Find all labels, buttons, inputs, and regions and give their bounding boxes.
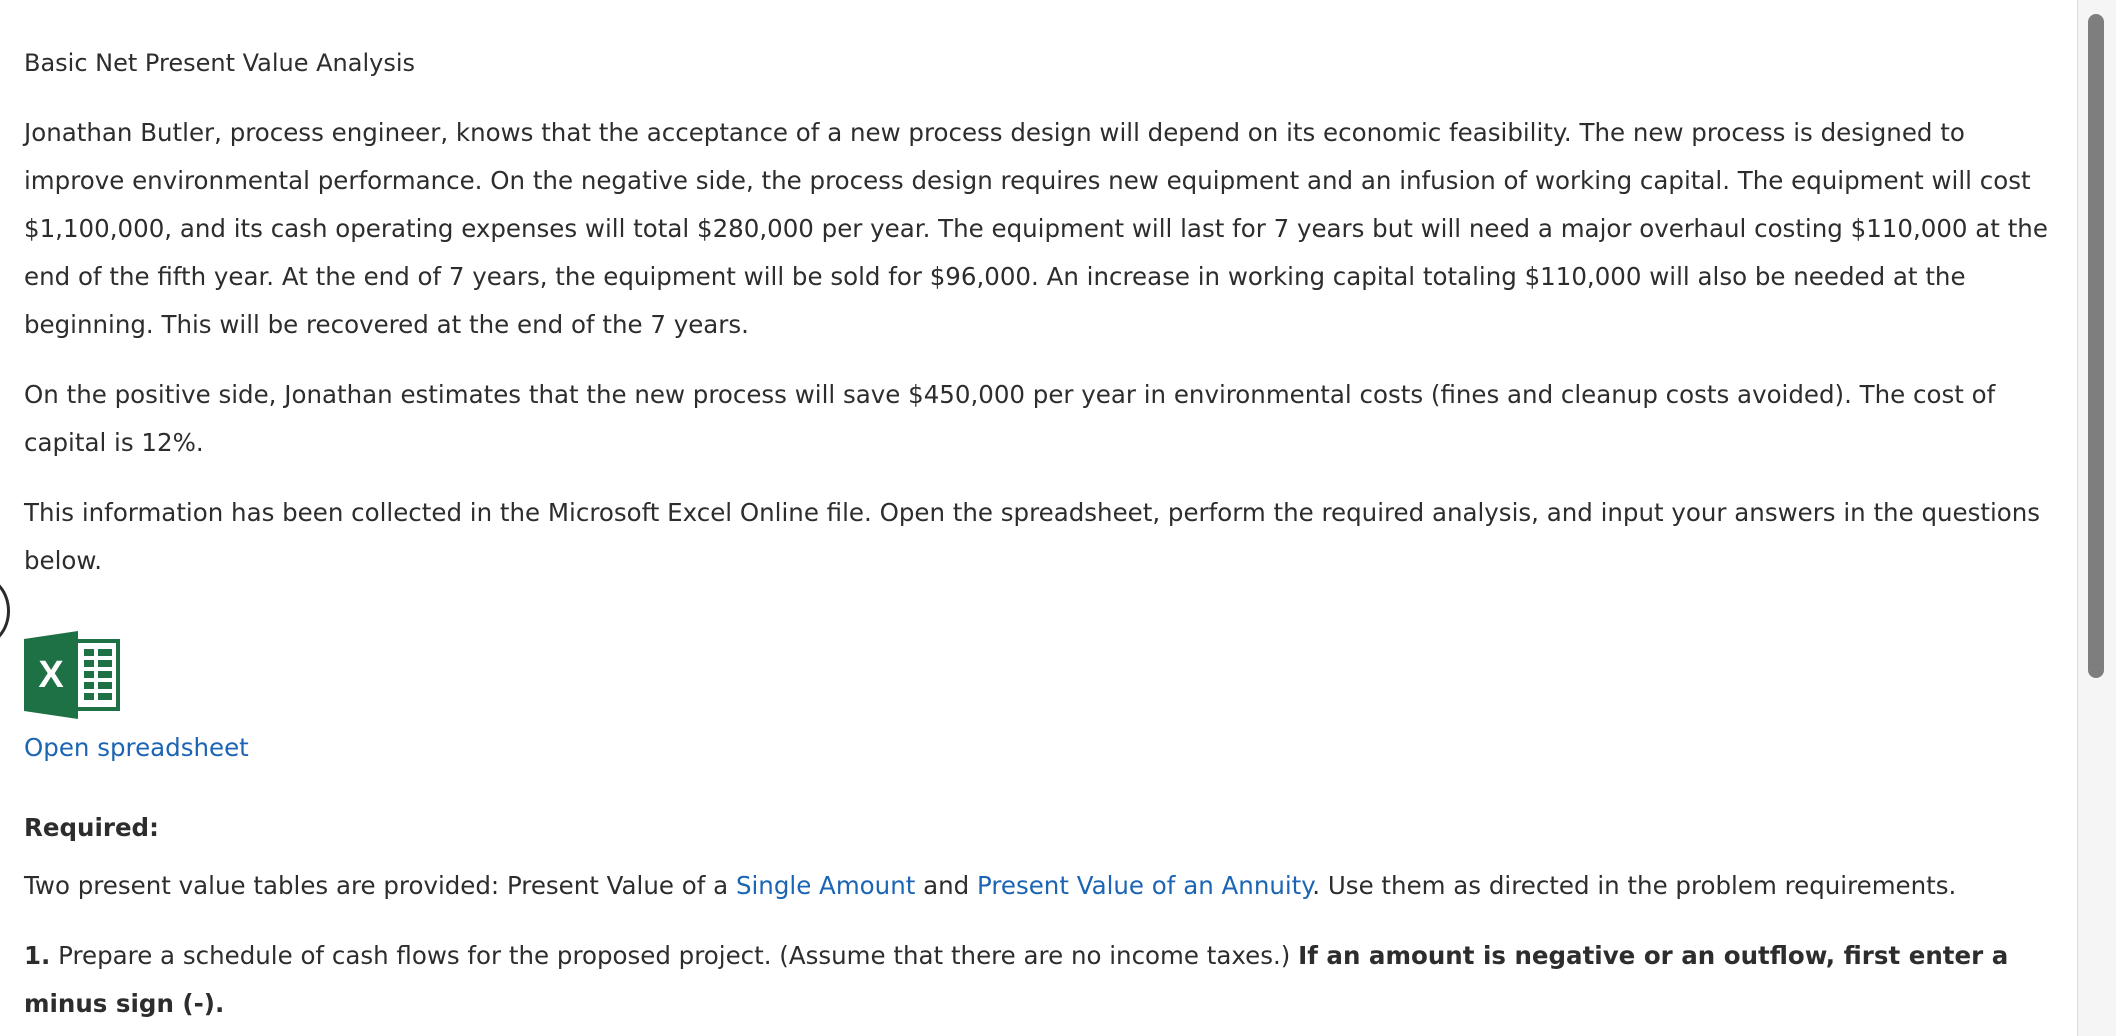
question-1-number: 1. bbox=[24, 941, 51, 970]
annuity-link[interactable]: Present Value of an Annuity bbox=[977, 871, 1313, 900]
tables-and: and bbox=[915, 871, 978, 900]
open-spreadsheet-link[interactable]: Open spreadsheet bbox=[24, 733, 249, 762]
tables-paragraph bbox=[24, 862, 2064, 910]
excel-icon-letter: X bbox=[38, 654, 64, 696]
page-title: Basic Net Present Value Analysis bbox=[24, 49, 416, 77]
required-heading: Required: bbox=[24, 813, 159, 842]
positive-side-paragraph: On the positive side, Jonathan estimates that the new process will save $450,000 per year in environmental costs (fines and cleanup costs avoided). The cost of capital is 12%. bbox=[24, 380, 1996, 457]
single-amount-link[interactable]: Single Amount bbox=[735, 871, 916, 900]
tables-prefix: Two present value tables are provided: Present Value of a bbox=[24, 871, 736, 900]
info-paragraph: This information has been collected in the Microsoft Excel Online file. Open the spreadsheet, perform the required analysis, and input your answers in the questions below. bbox=[24, 498, 2041, 575]
intro-paragraph: Jonathan Butler, process engineer, knows that the acceptance of a new process design will depend on its economic feasibility. The new process is designed to improve environmental performance. On the negative side, the process design requires new equipment and an infusion of working capital. The equipment will cost $1,100,000, and its cash operating expenses will total $280,000 per year. The equipment will last for 7 years but will need a major overhaul costing $110,000 at the end of the fifth year. At the end of 7 years, the equipment will be sold for $96,000. An increase in working capital totaling $110,000 will also be needed at the beginning. This will be recovered at the end of the 7 years. bbox=[24, 118, 2048, 339]
edge-circle-decoration bbox=[0, 576, 10, 646]
question-1 bbox=[24, 932, 2064, 1028]
scrollbar[interactable] bbox=[2077, 0, 2116, 1036]
tables-suffix: . Use them as directed in the problem requirements. bbox=[1312, 871, 1957, 900]
excel-icon[interactable] bbox=[24, 631, 120, 719]
question-1-instruction: If an amount is negative or an outflow, first enter a minus sign (-). bbox=[24, 941, 2009, 1018]
question-1-text: Prepare a schedule of cash flows for the proposed project. (Assume that there are no income taxes.) bbox=[50, 941, 1299, 970]
scrollbar-thumb[interactable] bbox=[2088, 14, 2104, 678]
